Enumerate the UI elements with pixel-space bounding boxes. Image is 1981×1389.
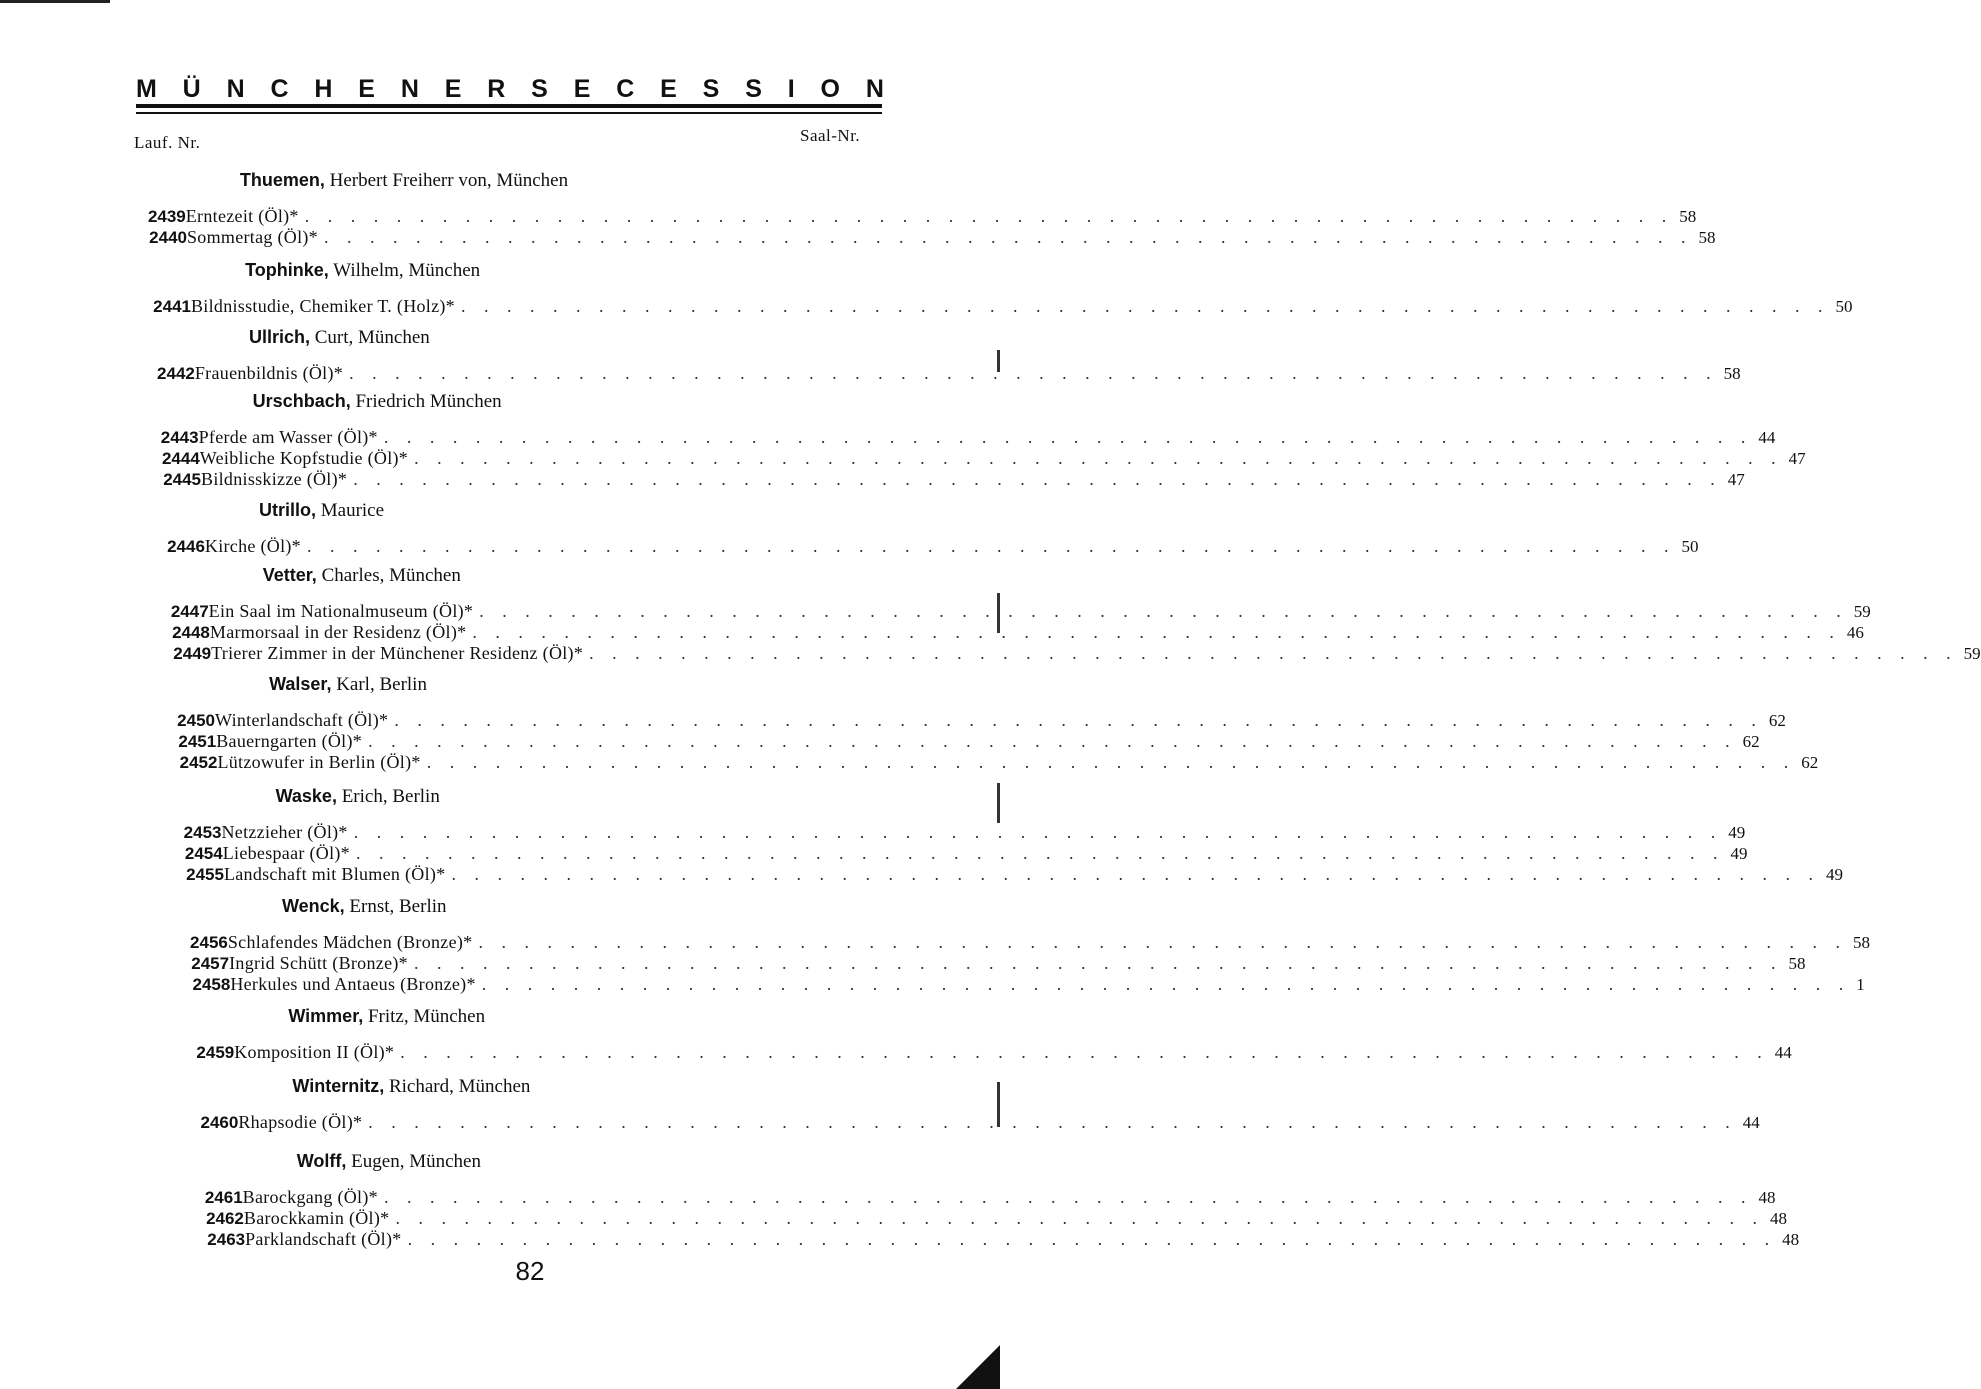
entry-number: 2439	[147, 207, 186, 226]
header-letter: E	[358, 75, 375, 103]
saal-number: 58	[1852, 933, 1870, 952]
dot-leader: . . . . . . . . . . . . . . . . . . . . . . . . . . . . . . . . . . . . . . . . . . . . . . . . . . . . . . . . . . . .	[395, 1208, 1764, 1228]
dot-leader: . . . . . . . . . . . . . . . . . . . . . . . . . . . . . . . . . . . . . . . . . . . . . . . . . . . . . . . . . . . .	[451, 864, 1820, 884]
catalog-entry	[191, 953, 1806, 973]
artist-heading	[282, 896, 447, 918]
entry-title: Schlafendes Mädchen (Bronze)*	[227, 932, 473, 952]
lauf-nr-label: Lauf. Nr.	[134, 133, 201, 152]
artist-name: Wenck,	[281, 896, 345, 916]
header-letter: N	[226, 75, 245, 103]
saal-number: 59	[1853, 602, 1871, 621]
catalog-entry	[153, 296, 1853, 316]
entry-title: Frauenbildnis (Öl)*	[194, 363, 344, 383]
artist-detail: Erich, Berlin	[341, 786, 440, 807]
running-header	[136, 68, 884, 104]
saal-nr-label: Saal-Nr.	[800, 126, 861, 145]
artist-heading	[259, 500, 384, 522]
header-letter: S	[702, 75, 720, 103]
artist-detail: Wilhelm, München	[333, 260, 481, 281]
catalog-entry	[179, 752, 1819, 772]
entry-title: Trierer Zimmer in der Münchener Residenz (Öl)*	[211, 643, 584, 663]
artist-detail: Charles, München	[321, 565, 461, 586]
entry-title: Bildnisskizze (Öl)*	[201, 469, 348, 489]
artist-name: Walser,	[269, 674, 332, 694]
saal-number: 59	[1963, 644, 1981, 663]
entry-number: 2454	[184, 844, 223, 863]
header-letter: E	[444, 75, 462, 103]
entry-number: 2450	[177, 711, 215, 730]
entry-number: 2445	[163, 470, 202, 489]
catalog-entry	[204, 1187, 1776, 1207]
entry-number: 2460	[200, 1113, 239, 1132]
dot-leader: . . . . . . . . . . . . . . . . . . . . . . . . . . . . . . . . . . . . . . . . . . . . . . . . . . . . . . . . . . . .	[472, 622, 1841, 642]
entry-number: 2448	[172, 623, 210, 642]
catalog-entry	[161, 448, 1806, 468]
entry-number: 2446	[167, 537, 205, 556]
saal-number: 58	[1723, 364, 1741, 383]
saal-number: 62	[1742, 732, 1760, 751]
artist-name: Urschbach,	[252, 391, 351, 411]
dot-leader: . . . . . . . . . . . . . . . . . . . . . . . . . . . . . . . . . . . . . . . . . . . . . . . . . . . . . . . . . . . .	[426, 752, 1796, 772]
saal-number: 49	[1826, 865, 1843, 884]
header-letter: H	[314, 75, 333, 103]
artist-detail: Friedrich München	[355, 391, 502, 412]
catalog-entry	[190, 932, 1870, 952]
artist-heading	[249, 327, 430, 349]
artist-heading	[253, 391, 502, 413]
scan-edge-mark	[997, 783, 1000, 823]
entry-number: 2440	[149, 228, 187, 247]
entry-number: 2444	[161, 449, 200, 468]
entry-title: Herkules und Antaeus (Bronze)*	[230, 974, 476, 994]
entry-number: 2455	[186, 865, 224, 884]
artist-detail: Eugen, München	[351, 1151, 481, 1172]
saal-number: 50	[1835, 297, 1853, 316]
artist-heading	[240, 170, 568, 192]
saal-number: 49	[1730, 844, 1748, 863]
artist-name: Tophinke,	[245, 260, 329, 280]
catalog-entry	[196, 1042, 1792, 1062]
catalog-entry	[186, 864, 1843, 884]
saal-number: 48	[1769, 1209, 1787, 1228]
saal-number: 62	[1801, 753, 1819, 772]
catalog-entry	[157, 363, 1741, 383]
dot-leader: . . . . . . . . . . . . . . . . . . . . . . . . . . . . . . . . . . . . . . . . . . . . . . . . . . . . . . . . . . . .	[478, 932, 1847, 952]
artist-name: Wimmer,	[288, 1006, 364, 1026]
artist-name: Vetter,	[262, 565, 317, 585]
header-letter: R	[487, 75, 506, 103]
catalog-entry	[167, 536, 1699, 556]
dot-leader: . . . . . . . . . . . . . . . . . . . . . . . . . . . . . . . . . . . . . . . . . . . . . . . . . . . . . . . . . . . .	[383, 1187, 1753, 1207]
entry-title: Landschaft mit Blumen (Öl)*	[223, 864, 446, 884]
saal-number: 44	[1758, 428, 1776, 447]
artist-detail: Karl, Berlin	[336, 674, 427, 695]
header-letter: N	[400, 75, 419, 103]
dot-leader: . . . . . . . . . . . . . . . . . . . . . . . . . . . . . . . . . . . . . . . . . . . . . . . . . . . . . . . . . . . .	[304, 206, 1674, 226]
catalog-entry	[206, 1208, 1787, 1228]
entry-number: 2456	[190, 933, 228, 952]
header-letter: M	[136, 75, 157, 103]
header-letter: E	[660, 75, 677, 103]
artist-name: Ullrich,	[248, 327, 310, 347]
entry-title: Ingrid Schütt (Bronze)*	[229, 953, 408, 973]
scan-edge-line	[0, 0, 110, 3]
catalog-entry	[172, 622, 1864, 642]
catalog-entry	[178, 731, 1760, 751]
artist-name: Winternitz,	[292, 1076, 385, 1096]
catalog-entry	[177, 710, 1786, 730]
saal-number: 49	[1728, 823, 1746, 842]
saal-number: 58	[1698, 228, 1716, 247]
dot-leader: . . . . . . . . . . . . . . . . . . . . . . . . . . . . . . . . . . . . . . . . . . . . . . . . . . . . . . . . . . . .	[479, 601, 1848, 621]
header-rule-thin	[136, 112, 882, 114]
entry-number: 2457	[191, 954, 230, 973]
entry-title: Pferde am Wasser (Öl)*	[198, 427, 378, 447]
header-letter: O	[820, 75, 840, 103]
artist-detail: Richard, München	[388, 1076, 531, 1097]
dot-leader: . . . . . . . . . . . . . . . . . . . . . . . . . . . . . . . . . . . . . . . . . . . . . . . . . . . . . . . . . . . .	[383, 427, 1753, 447]
artist-detail: Maurice	[320, 500, 385, 521]
artist-detail: Fritz, München	[367, 1006, 486, 1027]
artist-detail: Herbert Freiherr von, München	[329, 170, 569, 191]
artist-detail: Curt, München	[314, 327, 430, 348]
saal-number: 44	[1774, 1043, 1792, 1062]
page-number: 82	[515, 1256, 545, 1286]
saal-number: 48	[1782, 1230, 1800, 1249]
entry-title: Kirche (Öl)*	[204, 536, 301, 556]
dot-leader: . . . . . . . . . . . . . . . . . . . . . . . . . . . . . . . . . . . . . . . . . . . . . . . . . . . . . . . . . . . .	[368, 1112, 1737, 1132]
dot-leader: . . . . . . . . . . . . . . . . . . . . . . . . . . . . . . . . . . . . . . . . . . . . . . . . . . . . . . . . . . . .	[481, 974, 1851, 994]
entry-title: Barockkamin (Öl)*	[243, 1208, 390, 1228]
header-letter: S	[745, 75, 762, 103]
saal-number: 50	[1681, 537, 1699, 556]
entry-number: 2441	[153, 297, 191, 316]
saal-number: 62	[1768, 711, 1786, 730]
dot-leader: . . . . . . . . . . . . . . . . . . . . . . . . . . . . . . . . . . . . . . . . . . . . . . . . . . . . . . . . . . . .	[355, 843, 1725, 863]
catalog-entry	[200, 1112, 1760, 1132]
dot-leader: . . . . . . . . . . . . . . . . . . . . . . . . . . . . . . . . . . . . . . . . . . . . . . . . . . . . . . . . . . . .	[306, 536, 1676, 556]
artist-heading	[292, 1076, 530, 1098]
entry-number: 2449	[173, 644, 212, 663]
artist-name: Utrillo,	[259, 500, 316, 520]
dot-leader: . . . . . . . . . . . . . . . . . . . . . . . . . . . . . . . . . . . . . . . . . . . . . . . . . . . . . . . . . . . .	[368, 731, 1737, 751]
entry-title: Weibliche Kopfstudie (Öl)*	[199, 448, 409, 468]
catalog-entry	[149, 227, 1716, 247]
saal-number: 1	[1856, 975, 1865, 994]
entry-title: Bildnisstudie, Chemiker T. (Holz)*	[190, 296, 455, 316]
header-letter: C	[270, 75, 289, 103]
entry-title: Liebespaar (Öl)*	[222, 843, 350, 863]
entry-number: 2463	[207, 1230, 246, 1249]
entry-number: 2462	[206, 1209, 244, 1228]
saal-number: 58	[1679, 207, 1697, 226]
entry-number: 2461	[204, 1188, 243, 1207]
catalog-entry	[207, 1229, 1800, 1249]
entry-title: Barockgang (Öl)*	[242, 1187, 378, 1207]
catalog-entry	[170, 601, 1871, 621]
catalog-entry	[184, 843, 1748, 863]
dot-leader: . . . . . . . . . . . . . . . . . . . . . . . . . . . . . . . . . . . . . . . . . . . . . . . . . . . . . . . . . . . .	[394, 710, 1763, 730]
artist-detail: Ernst, Berlin	[349, 896, 447, 917]
artist-heading	[269, 674, 427, 696]
entry-number: 2443	[160, 428, 199, 447]
entry-number: 2447	[170, 602, 209, 621]
artist-heading	[288, 1006, 485, 1028]
header-letter: N	[865, 75, 884, 103]
entry-title: Bauerngarten (Öl)*	[216, 731, 363, 751]
entry-title: Erntezeit (Öl)*	[185, 206, 299, 226]
entry-title: Netzzieher (Öl)*	[221, 822, 348, 842]
entry-title: Winterlandschaft (Öl)*	[215, 710, 389, 730]
artist-name: Thuemen,	[239, 170, 325, 190]
entry-title: Rhapsodie (Öl)*	[238, 1112, 363, 1132]
artist-heading	[297, 1151, 481, 1173]
saal-number: 48	[1758, 1188, 1776, 1207]
entry-number: 2451	[178, 732, 217, 751]
catalog-entry	[183, 822, 1746, 842]
saal-number: 47	[1788, 449, 1806, 468]
artist-name: Wolff,	[296, 1151, 347, 1171]
catalog-entry	[147, 206, 1697, 226]
artist-name: Waske,	[275, 786, 337, 806]
artist-heading	[245, 260, 480, 282]
entry-title: Marmorsaal in der Residenz (Öl)*	[209, 622, 467, 642]
entry-number: 2453	[183, 823, 222, 842]
dot-leader: . . . . . . . . . . . . . . . . . . . . . . . . . . . . . . . . . . . . . . . . . . . . . . . . . . . . . . . . . . . .	[407, 1229, 1777, 1249]
entry-number: 2459	[196, 1043, 235, 1062]
entry-title: Parklandschaft (Öl)*	[245, 1229, 402, 1249]
header-letter: I	[787, 75, 795, 103]
header-letter: Ü	[182, 75, 201, 103]
dot-leader: . . . . . . . . . . . . . . . . . . . . . . . . . . . . . . . . . . . . . . . . . . . . . . . . . . . . . . . . . . . .	[323, 227, 1693, 247]
entry-title: Ein Saal im Nationalmuseum (Öl)*	[208, 601, 474, 621]
artist-heading	[276, 786, 440, 808]
dot-leader: . . . . . . . . . . . . . . . . . . . . . . . . . . . . . . . . . . . . . . . . . . . . . . . . . . . . . . . . . . . .	[349, 363, 1718, 383]
header-letter: C	[616, 75, 635, 103]
saal-number: 44	[1742, 1113, 1760, 1132]
dot-leader: . . . . . . . . . . . . . . . . . . . . . . . . . . . . . . . . . . . . . . . . . . . . . . . . . . . . . . . . . . . .	[353, 469, 1722, 489]
entry-number: 2442	[157, 364, 195, 383]
header-letter: E	[573, 75, 591, 103]
entry-number: 2452	[179, 753, 218, 772]
entry-title: Komposition II (Öl)*	[234, 1042, 395, 1062]
saal-number: 46	[1846, 623, 1864, 642]
catalog-entry	[173, 643, 1981, 663]
catalog-entry	[192, 974, 1865, 994]
entry-title: Lützowufer in Berlin (Öl)*	[217, 752, 421, 772]
catalog-entry	[160, 427, 1776, 447]
header-letter: S	[531, 75, 548, 103]
saal-number: 58	[1788, 954, 1806, 973]
artist-heading	[263, 565, 461, 587]
dot-leader: . . . . . . . . . . . . . . . . . . . . . . . . . . . . . . . . . . . . . . . . . . . . . . . . . . . . . . . . . . . .	[461, 296, 1830, 316]
dot-leader: . . . . . . . . . . . . . . . . . . . . . . . . . . . . . . . . . . . . . . . . . . . . . . . . . . . . . . . . . . . .	[353, 822, 1723, 842]
dot-leader: . . . . . . . . . . . . . . . . . . . . . . . . . . . . . . . . . . . . . . . . . . . . . . . . . . . . . . . . . . . .	[589, 643, 1958, 663]
catalog-entry	[163, 469, 1745, 489]
dot-leader: . . . . . . . . . . . . . . . . . . . . . . . . . . . . . . . . . . . . . . . . . . . . . . . . . . . . . . . . . . . .	[400, 1042, 1769, 1062]
dot-leader: . . . . . . . . . . . . . . . . . . . . . . . . . . . . . . . . . . . . . . . . . . . . . . . . . . . . . . . . . . . .	[414, 448, 1783, 468]
dot-leader: . . . . . . . . . . . . . . . . . . . . . . . . . . . . . . . . . . . . . . . . . . . . . . . . . . . . . . . . . . . .	[413, 953, 1783, 973]
header-rule-thick	[136, 104, 882, 108]
entry-title: Sommertag (Öl)*	[186, 227, 318, 247]
entry-number: 2458	[192, 975, 231, 994]
scan-corner-shadow	[956, 1345, 1000, 1389]
saal-number: 47	[1727, 470, 1745, 489]
